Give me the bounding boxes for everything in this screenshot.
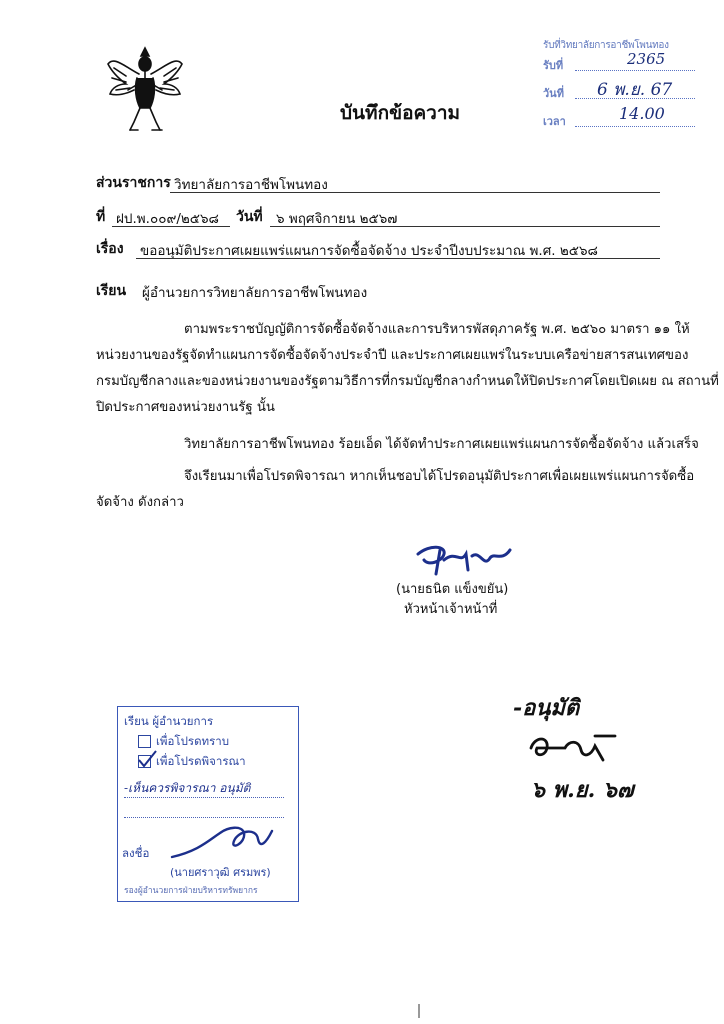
- approval-signature-mark: [525, 728, 635, 768]
- director-signer: (นายศราวุฒิ ศรมพร): [170, 866, 271, 879]
- date-value: ๖ พฤศจิกายน ๒๕๖๗: [276, 211, 398, 227]
- signer-name: (นายธนิต แข็งขยัน): [396, 582, 509, 597]
- salutation-to: ผู้อำนวยการวิทยาลัยการอาชีพโพนทอง: [142, 285, 368, 301]
- subject-value: ขออนุมัติประกาศเผยแพร่แผนการจัดซื้อจัดจ้าง ประจำปีงบประมาณ พ.ศ. ๒๕๖๘: [140, 243, 598, 259]
- signer-position: หัวหน้าเจ้าหน้าที่: [404, 602, 498, 617]
- scan-edge-mark: [418, 1004, 420, 1018]
- date-label: วันที่: [236, 209, 263, 225]
- body-p3-line2: จัดจ้าง ดังกล่าว: [96, 495, 184, 510]
- receipt-date-label: วันที่: [543, 87, 564, 100]
- body-p2: วิทยาลัยการอาชีพโพนทอง ร้อยเอ็ด ได้จัดทำประกาศเผยแพร่แผนการจัดซื้อจัดจ้าง แล้วเสร็จ: [184, 437, 699, 452]
- approval-text: -อนุมัติ: [513, 695, 580, 721]
- checkbox-acknowledge: [138, 735, 151, 748]
- salutation-label: เรียน: [96, 283, 127, 299]
- receipt-time-label: เวลา: [543, 115, 566, 128]
- check-mark-icon: [136, 749, 158, 769]
- director-sign-label: ลงชื่อ: [122, 846, 150, 860]
- option-acknowledge: เพื่อโปรดทราบ: [156, 734, 230, 748]
- signature-mark: [410, 540, 520, 580]
- receipt-date: 6 พ.ย. 67: [597, 80, 673, 100]
- receipt-stamp: [535, 34, 703, 132]
- director-stamp: [117, 706, 299, 902]
- agency-value: วิทยาลัยการอาชีพโพนทอง: [174, 177, 328, 193]
- director-stamp-to: เรียน ผู้อำนวยการ: [124, 714, 214, 728]
- approval-date: ๖ พ.ย. ๖๗: [531, 777, 634, 803]
- body-p1-line4: ปิดประกาศของหน่วยงานรัฐ นั้น: [96, 400, 275, 415]
- memo-title: บันทึกข้อความ: [340, 102, 461, 124]
- ref-value: ฝป.พ.๐๐๙/๒๕๖๘: [116, 211, 219, 227]
- handwritten-approval: [505, 690, 665, 810]
- receipt-number-label: รับที่: [543, 59, 564, 72]
- director-note: -เห็นควรพิจารณา อนุมัติ: [124, 781, 251, 795]
- body-p1-line3: กรมบัญชีกลางและของหน่วยงานของรัฐตามวิธีการที่กรมบัญชีกลางกำหนดให้ปิดประกาศโดยเปิดเผย ณ สถานที่: [96, 374, 719, 389]
- director-signature-mark: [168, 821, 278, 865]
- subject-label: เรื่อง: [96, 241, 124, 257]
- director-signer-role: รองผู้อำนวยการฝ่ายบริหารทรัพยากร: [124, 886, 258, 896]
- receipt-number: 2365: [627, 50, 666, 68]
- body-p3-line1: จึงเรียนมาเพื่อโปรดพิจารณา หากเห็นชอบได้โปรดอนุมัติประกาศเพื่อเผยแพร่แผนการจัดซื้อ: [184, 469, 695, 484]
- body-p1-line2: หน่วยงานของรัฐจัดทำแผนการจัดซื้อจัดจ้างประจำปี และประกาศเผยแพร่ในระบบเครือข่ายสารสนเทศของ: [96, 348, 689, 363]
- receipt-time: 14.00: [619, 104, 665, 123]
- garuda-emblem-icon: [104, 44, 186, 134]
- body-p1-line1: ตามพระราชบัญญัติการจัดซื้อจัดจ้างและการบริหารพัสดุภาครัฐ พ.ศ. ๒๕๖๐ มาตรา ๑๑ ให้: [184, 322, 690, 337]
- option-consider: เพื่อโปรดพิจารณา: [156, 754, 246, 768]
- ref-label: ที่: [96, 209, 106, 225]
- receipt-stamp-header: รับที่วิทยาลัยการอาชีพโพนทอง: [543, 40, 669, 51]
- agency-label: ส่วนราชการ: [96, 175, 171, 191]
